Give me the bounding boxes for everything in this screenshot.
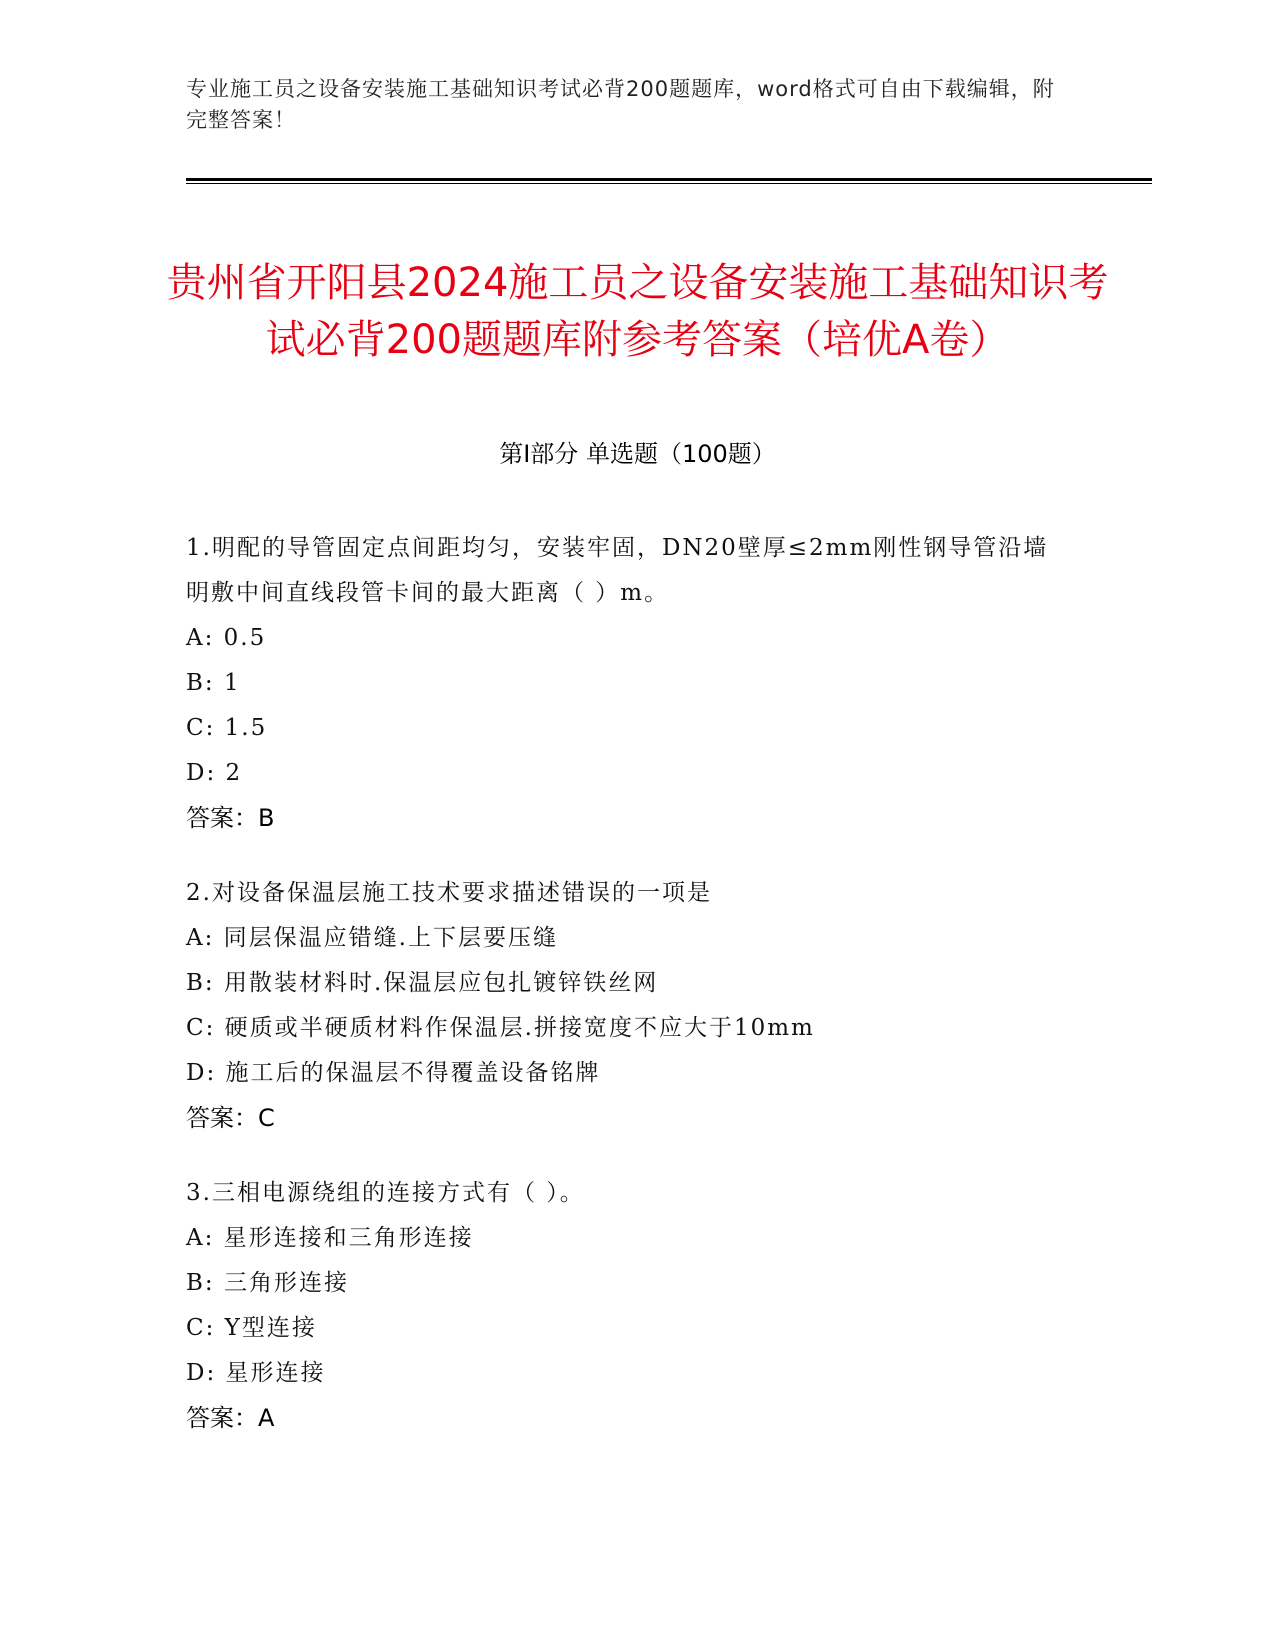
section-heading: 第Ⅰ部分 单选题（100题） bbox=[499, 440, 776, 468]
answer: 答案：A bbox=[186, 1404, 275, 1432]
option-d: D: 2 bbox=[186, 760, 243, 786]
option-b: B: 用散装材料时.保温层应包扎镀锌铁丝网 bbox=[186, 970, 659, 996]
question-1 bbox=[186, 526, 1066, 841]
option-d: D: 施工后的保温层不得覆盖设备铭牌 bbox=[186, 1060, 601, 1086]
header-note: 专业施工员之设备安装施工基础知识考试必背200题题库，word格式可自由下载编辑，附完整答案！ bbox=[186, 77, 1055, 132]
answer: 答案：C bbox=[186, 1104, 275, 1132]
option-d: D: 星形连接 bbox=[186, 1360, 326, 1386]
header-divider-thin bbox=[186, 183, 1152, 184]
option-c: C: 硬质或半硬质材料作保温层.拼接宽度不应大于10mm bbox=[186, 1015, 815, 1041]
option-b: B: 1 bbox=[186, 670, 241, 696]
answer: 答案：B bbox=[186, 804, 275, 832]
question-stem: 1.明配的导管固定点间距均匀，安装牢固，DN20壁厚≤2mm刚性钢导管沿墙明敷中间直线段管卡间的最大距离（ ）m。 bbox=[186, 535, 1049, 606]
option-a: A: 同层保温应错缝.上下层要压缝 bbox=[186, 925, 558, 951]
option-a: A: 0.5 bbox=[186, 625, 267, 651]
question-list bbox=[186, 526, 1066, 1471]
question-2 bbox=[186, 871, 1066, 1141]
option-b: B: 三角形连接 bbox=[186, 1270, 349, 1296]
option-c: C: 1.5 bbox=[186, 715, 268, 741]
document-title: 贵州省开阳县2024施工员之设备安装施工基础知识考试必背200题题库附参考答案（培优A卷） bbox=[166, 259, 1109, 363]
option-a: A: 星形连接和三角形连接 bbox=[186, 1225, 474, 1251]
question-3 bbox=[186, 1171, 1066, 1441]
question-stem: 3.三相电源绕组的连接方式有（ ）。 bbox=[186, 1180, 585, 1206]
question-stem: 2.对设备保温层施工技术要求描述错误的一项是 bbox=[186, 880, 712, 906]
option-c: C: Y型连接 bbox=[186, 1315, 317, 1341]
header-divider-thick bbox=[186, 178, 1152, 181]
